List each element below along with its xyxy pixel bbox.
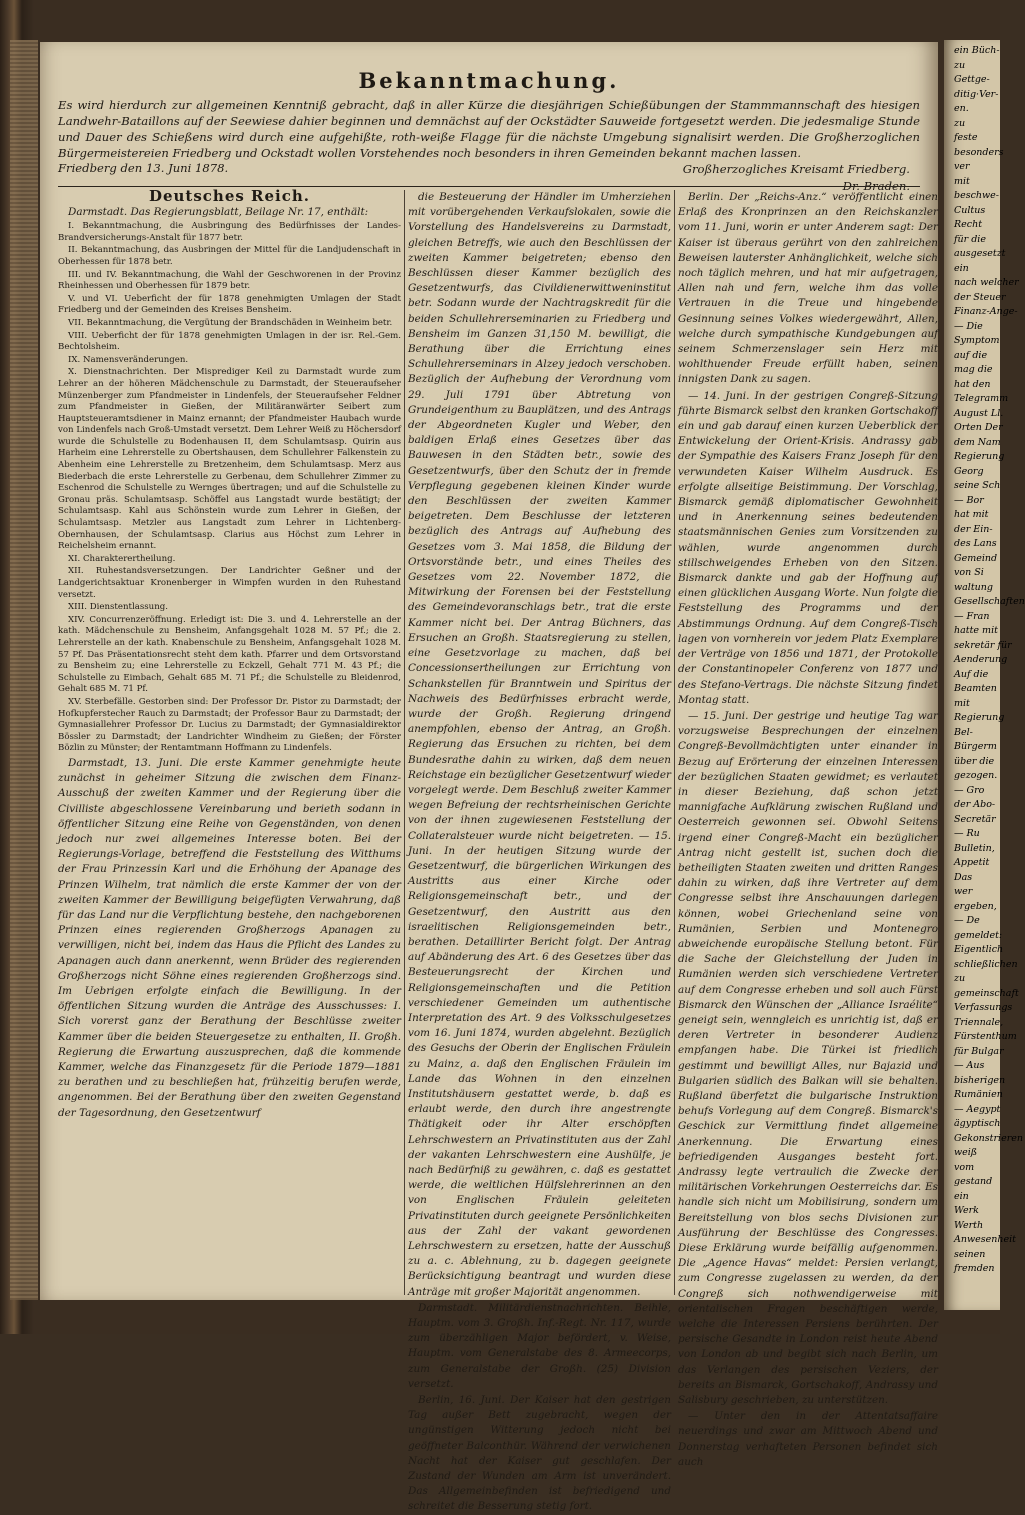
column1-intro: Darmstadt. Das Regierungsblatt, Beilage Nr. 17, enthält:: [68, 206, 369, 218]
adjacent-page-fragment: über die: [954, 755, 995, 767]
adjacent-page-fragment: — Bor: [954, 494, 984, 506]
adjacent-page-fragment: ver: [954, 161, 970, 172]
adjacent-page-fragment: der Steuer: [954, 291, 1006, 303]
gazette-item: XII. Ruhestandsversetzungen. Der Landrichter Geßner und der Landgerichtsaktuar Kronenberger in Wimpfen wurden in den Ruhestand versetzt.: [58, 566, 401, 600]
gazette-item: II. Bekanntmachung, das Ausbringen der Mittel für die Landjudenschaft in Oberhessen für 1878 betr.: [58, 245, 401, 267]
adjacent-page-fragment: en.: [954, 103, 969, 114]
adjacent-page-fragment: der Abo-: [954, 799, 996, 810]
adjacent-page-fragment: ergeben,: [954, 900, 997, 912]
adjacent-page-fragment: für die: [954, 233, 986, 245]
adjacent-page-fragment: ein: [954, 1190, 969, 1202]
column3-article: — 15. Juni. Der gestrige und heutige Tag war vorzugsweise Besprechungen der einzelnen Congreß-Bevollmächtigten unter einander in Bezug auf Erörterung der einzelnen Interessen der bezüglichen Staaten gewidmet; es verlautet in dieser Beziehung, daß schon jetzt mannigfache Aufklärung zwischen Rußland und Oesterreich gewonnen sei. Obwohl Seitens irgend einer Congreß-Macht ein bezüglicher Antrag nicht gestellt ist, suchen doch die betheiligten Staaten zweiten und dritten Ranges dahin zu wirken, daß ihre Vertreter auf dem Congresse selbst ihre Anschauungen darlegen können, wobei Griechenland seine von Rumänien, Serbien und Montenegro abweichende europäische Stellung betont. Für die Sache der Gleichstellung der Juden in Rumänien werden sich verschiedene Vertreter auf dem Congresse erheben und soll auch Fürst Bismarck den Wünschen der „Alliance Israélite“ geneigt sein, wenngleich es unrichtig ist, daß er deren Vertreter in besonderer Audienz empfangen habe. Die Türkei ist friedlich gestimmt und bewilligt Alles, nur Bajazid und Bulgarien südlich des Balkan will sie behalten. Rußland überfetzt die bulgarische Instruktion behufs Vorlegung auf dem Congreß. Bismarck's Geschick zur Vermittlung findet allgemeine Anerkennung. Die Erwartung eines befriedigenden Ausganges besteht fort. Andrassy legte vertraulich die Zwecke der militärischen Vorkehrungen Oesterreichs dar. Es handle sich nicht um Mobilisirung, sondern um Bereitstellung von blos sechs Divisionen zur Ausführung der Beschlüsse des Congresses. Diese Erklärung wurde beifällig aufgenommen. Die „Agence Havas“ meldet: Persien verlangt, zum Congresse zugelassen zu werden, da der Congreß sich nothwendigerweise mit orientalischen Fragen beschäftigen werde, welche die Interessen Persiens berührten. Der persische Gesandte in London reist heute Abend von London ab und begibt sich nach Berlin, um das Verlangen des persischen Veziers, der bereits an Bismarck, Gortschakoff, Andrassy und Salisbury geschrieben, zu unterstützen.: [678, 709, 938, 1407]
adjacent-page-fragment: sekretär für: [954, 639, 1012, 651]
adjacent-page-fragments: [944, 40, 1025, 1277]
adjacent-page-fragment: von Si: [954, 567, 984, 578]
adjacent-page-fragment: gezogen.: [954, 770, 998, 781]
adjacent-page-edge: [944, 40, 1025, 1310]
adjacent-page-fragment: nach welcher: [954, 277, 1019, 288]
gazette-item: XIV. Concurrenzeröffnung. Erledigt ist: Die 3. und 4. Lehrerstelle an der kath. Mädchenschule zu Bensheim, Anfangsgehalt 1028 M. 57 Pf.; die 2. Lehrerstelle an der kath. Knabenschule zu Bensheim, Anfangsgehalt 1028 M. 57 Pf. Das Präsentationsrecht steht dem kath. Pfarrer und dem Ortsvorstand zu Bensheim zu; eine Lehrerstelle zu Eckzell, Gehalt 771 M. 43 Pf.; die Schulstelle zu Eimbach, Gehalt 685 M. 71 Pf.; die Schulstelle zu Bleidenrod, Gehalt 685 M. 71 Pf.: [58, 614, 401, 695]
column-3: [678, 190, 938, 1468]
gazette-item: X. Dienstnachrichten. Der Misprediger Keil zu Darmstadt wurde zum Lehrer an der höheren Mädchenschule zu Darmstadt, der Steueraufseher Münzenberger zum Pfandmeister in Lindenfels, der Steueraufseher Feldner zum Pfandmeister in Gießen, der Militäranwärter Seibert zum Hauptsteueramtsdiener in Mainz ernannt; der Pfandmeister Haubach wurde von Lindenfels nach Groß-Umstadt versetzt. Dem Lehrer Weiß zu Höchersdorf wurde die Schulstelle zu Bodenhausen II, dem Schulamtsasp. Quirin aus Harheim eine Lehrerstelle zu Obertshausen, dem Schullehrer Falkenstein zu Abenheim eine Lehrerstelle zu Bretzenheim, dem Schulamtsasp. Merz aus Biederbach die erste Lehrerstelle zu Gerbenau, dem Schullehrer Zimmer zu Eschenrod die Schulstelle zu Wernges übertragen; und auf die Schulstelle zu Gronau präs. Schulamtsasp. Schöffel aus Langstadt wurde bestätigt; der Schulamtsasp. Kahl aus Schönstein wurde zum Lehrer in Gießen, der Schulamtsasp. Metzler aus Langstadt zum Lehrer in Lichtenberg-Obernhausen, der Schulamtsasp. Clarius aus Höchst zum Lehrer in Reichelsheim ernannt.: [58, 367, 401, 552]
adjacent-page-fragment: mit: [954, 697, 970, 709]
adjacent-page-fragment: waltung: [954, 581, 993, 593]
column-rule: [404, 190, 405, 1295]
adjacent-page-fragment: gestand: [954, 1176, 993, 1187]
adjacent-page-fragment: Finanz-Ange-: [954, 306, 1018, 317]
adjacent-page-fragment: Gettge-: [954, 74, 990, 85]
adjacent-page-fragment: Secretär: [954, 813, 996, 825]
announcement-title: Bekanntmachung.: [358, 68, 620, 93]
column-rule: [674, 190, 675, 1295]
section-heading: Deutsches Reich.: [148, 187, 311, 205]
adjacent-page-fragment: zu: [954, 117, 966, 129]
adjacent-page-fragment: Bürgerm: [954, 741, 997, 752]
adjacent-page-fragment: dem Nam: [954, 436, 1001, 448]
adjacent-page-fragment: gemeldet:: [954, 929, 1003, 941]
adjacent-page-fragment: hatte mit: [954, 625, 998, 636]
adjacent-page-fragment: mag die: [954, 364, 993, 375]
adjacent-page-fragment: Beamten: [954, 683, 997, 694]
adjacent-page-fragment: zu: [954, 973, 966, 984]
gazette-item: VII. Bekanntmachung, die Vergütung der Brandschäden in Weinheim betr.: [68, 317, 393, 328]
adjacent-page-fragment: Appetit: [954, 857, 990, 868]
adjacent-page-fragment: — Aegypt: [954, 1103, 1001, 1115]
column2-article: die Besteuerung der Händler im Umherziehen mit vorübergehenden Verkaufslokalen, sowie die Vorstellung des Handelsvereins zu Darmstadt, gleichen Betreffs, wie auch den Beschlüssen der zweiten Kammer beigetreten; ebenso den Beschlüssen dieser Kammer bezüglich des Gesetzentwurfs, das Civildienerwittweninstitut betr. Sodann wurde der Nachtragskredit für die beiden Schullehrerseminarien zu Friedberg und Bensheim im Ganzen 31,150 M. bewilligt, die Berathung über die Errichtung eines Schullehrerseminars in Alzey jedoch verschoben. Bezüglich der Aufhebung der Verordnung vom 29. Juli 1791 über Abtretung von Grundeigenthum zu Bauplätzen, und des Antrags der Abgeordneten Kugler und Weber, den baldigen Erlaß eines Gesetzes über das Bauwesen in den Städten betr., sowie des Gesetzentwurfs, über den Schutz der in fremde Verpflegung gegebenen kleinen Kinder wurde den Beschlüssen der zweiten Kammer beigetreten. Dem Beschlusse der letzteren bezüglich des Antrags auf Aufhebung des Gesetzes vom 3. Mai 1858, die Bildung der Ortsvorstände betr., und eines Theiles des Gesetzes vom 22. November 1872, die Mitwirkung der Forensen bei der Feststellung des Gemeindevoranschlags betr., trat die erste Kammer nicht bei. Der Antrag Büchners, das Ersuchen an Großh. Staatsregierung zu stellen, eine Gesetzvorlage zu machen, daß bei Concessionsertheilungen zur Errichtung von Schankstellen für Branntwein und Spiritus der Nachweis des Bedürfnisses erbracht werde, wurde der Großh. Regierung dringend anempfohlen, ebenso der Antrag, an Großh. Regierung das Ersuchen zu richten, bei dem Bundesrathe dahin zu wirken, daß dem neuen Reichstage ein bezüglicher Gesetzentwurf wieder vorgelegt werde. Dem Beschluß zweiter Kammer wegen Befreiung der rechtsrheinischen Gerichte von der ihnen zugewiesenen Feststellung der Collateralsteuer wurde nicht beigetreten. — 15. Juni. In der heutigen Sitzung wurde der Gesetzentwurf, die bürgerlichen Wirkungen des Austritts aus einer Kirche oder Religionsgemeinschaft betr., und der Gesetzentwurf, den Austritt aus den israelitischen Religionsgemeinden betr., berathen. Detaillirter Bericht folgt. Der Antrag auf Abänderung des Art. 6 des Gesetzes über das Besteuerungsrecht der Kirchen und Religionsgemeinschaften und die Petition verschiedener Gemeinden um authentische Interpretation des Art. 9 des Volksschulgesetzes vom 16. Juni 1874, wurden abgelehnt. Bezüglich des Gesuchs der Oberin der Englischen Fräulein zu Mainz, a. daß den Englischen Fräulein im Lande das Wohnen in den einzelnen Institutshäusern gestattet werde, b. daß es erlaubt werde, den durch ihre angestrengte Thätigkeit oder ihr Alter erschöpften Lehrschwestern an Privatinstituten aus der Zahl der vakanten Lehrschwestern eine Aushülfe, je nach Bedürfniß zu gewähren, c. daß es gestattet werde, die weltlichen Hülfslehrerinnen an den von Englischen Fräulein geleiteten Privatinstituten durch geeignete Persönlichkeiten aus der Zahl der vakant gewordenen Lehrschwestern zu ersetzen, hatte der Ausschuß zu a. c. Ablehnung, zu b. dagegen geeignete Berücksichtigung beantragt und wurden diese Anträge mit großer Majorität angenommen.: [408, 191, 671, 1298]
adjacent-page-fragment: ausgesetzt: [954, 248, 1006, 259]
adjacent-page-fragment: Cultus: [954, 204, 986, 216]
adjacent-page-fragment: ägyptisch: [954, 1118, 1001, 1129]
announcement-text: Es wird hierdurch zur allgemeinen Kenntniß gebracht, daß in aller Kürze die diesjährigen Schießübungen der Stammmannschaft des hiesigen Landwehr-Bataillons auf der Seewiese dahier beginnen und demnächst auf der Ockstädter Sauweide fortgesetzt werden. Die jedesmalige Stunde und Dauer des Schießens wird durch eine aufgehißte, roth-weiße Flagge für die nächste Umgebung signalisirt werden. Die Großherzoglichen Bürgermeistereien Friedberg und Ockstadt wollen Vorstehendes noch besonders in ihren Gemeinden bekannt machen lassen.: [58, 98, 920, 160]
announcement-block: [58, 68, 920, 195]
adjacent-page-fragment: fremden: [954, 1263, 995, 1274]
gazette-item: IX. Namensveränderungen.: [68, 354, 189, 365]
adjacent-page-fragment: Gekonstrieren: [954, 1132, 1023, 1144]
announcement-signature: Dr. Braden.: [842, 179, 910, 193]
adjacent-page-fragment: Gemeind: [954, 552, 998, 564]
adjacent-page-fragment: Auf die: [954, 668, 989, 680]
gazette-item: III. und IV. Bekanntmachung, die Wahl der Geschworenen in der Provinz Rheinhessen und Oberhessen für 1879 betr.: [58, 269, 401, 292]
adjacent-page-fragment: ein Büch-: [954, 45, 1000, 56]
adjacent-page-fragment: Eigentlich: [954, 944, 1004, 955]
column3-article: — 14. Juni. In der gestrigen Congreß-Sitzung führte Bismarck selbst den kranken Gortschakoff ein und gab darauf einen kurzen Ueberblick der Entwickelung der Orient-Krisis. Andrassy gab der Sympathie des Kaisers Franz Joseph für den verwundeten Kaiser Wilhelm Ausdruck. Es erfolgte allseitige Beistimmung. Der Vorschlag, Bismarck gemäß diplomatischer Gewohnheit und in Anerkennung seines bedeutenden staatsmännischen Genies zum Vorsitzenden zu wählen, wurde angenommen durch stillschweigendes Erheben von den Sitzen. Bismarck dankte und gab der Hoffnung auf einen glücklichen Ausgang Worte. Nun folgte die Feststellung des Programms und der Abstimmungs Ordnung. Auf dem Congreß-Tisch lagen von vornherein vor jedem Platz Exemplare der Verträge von 1856 und 1871, der Protokolle der Constantinopeler Conferenz von 1877 und des Stefano-Vertrags. Die nächste Sitzung findet Montag statt.: [678, 389, 938, 706]
adjacent-page-fragment: Verfassungs: [954, 1002, 1013, 1013]
newspaper-page: [40, 42, 938, 1513]
adjacent-page-fragment: Telegramm: [954, 393, 1009, 404]
adjacent-page-fragment: auf die: [954, 349, 988, 361]
adjacent-page-fragment: — De: [954, 915, 980, 926]
adjacent-page-fragment: ein: [954, 262, 969, 274]
adjacent-page-fragment: Gesellschaften: [954, 596, 1025, 607]
adjacent-page-fragment: Recht: [954, 219, 983, 230]
adjacent-page-fragment: hat mit: [954, 509, 989, 520]
adjacent-page-fragment: weiß: [954, 1147, 978, 1158]
gazette-item: XI. Charakterertheilung.: [68, 553, 176, 564]
adjacent-page-fragment: Regierung: [954, 451, 1005, 462]
adjacent-page-fragment: für Bulgar: [954, 1045, 1004, 1057]
gazette-item: XIII. Dienstentlassung.: [68, 602, 168, 613]
column3-article: Berlin. Der „Reichs-Anz.“ veröffentlicht einen Erlaß des Kronprinzen an den Reichskanzler vom 11. Juni, worin er unter Anderem sagt: Der Kaiser ist überaus gerührt von den zahlreichen Beweisen lauterster Anhänglichkeit, welche sich noch täglich mehren, und hat mir aufgetragen, Allen nah und fern, welche ihm das volle Vertrauen in die Treue und hingebende Gesinnung seines Volkes wiedergewährt, Allen, welche durch sympathische Kundgebungen auf seinem Schmerzenslager sein Herz mit wohlthuender Freude erfüllt haben, seinen innigsten Dank zu sagen.: [678, 191, 938, 386]
gazette-item: VIII. Ueberficht der für 1878 genehmigten Umlagen in der isr. Rel.-Gem. Bechtolsheim.: [58, 330, 401, 353]
adjacent-page-fragment: Triennale,: [954, 1016, 1004, 1028]
column3-article: — Unter den in der Attentatsaffaire neuerdings und zwar am Mittwoch Abend und Donnerstag verhafteten Personen befindet sich auch: [678, 1410, 938, 1468]
adjacent-page-fragment: beschwe-: [954, 190, 999, 201]
adjacent-page-fragment: besonders: [954, 146, 1004, 158]
adjacent-page-fragment: Anwesenheit: [954, 1234, 1016, 1245]
announcement-place-date: Friedberg den 13. Juni 1878.: [58, 161, 229, 175]
adjacent-page-fragment: — Aus: [954, 1060, 985, 1071]
adjacent-page-fragment: schließlichen: [954, 958, 1018, 970]
gazette-item: XV. Sterbefälle. Gestorben sind: Der Professor Dr. Pistor zu Darmstadt; der Hofkupferstecher Rauch zu Darmstadt; der Professor Baur zu Darmstadt; der Gymnasiallehrer Professor Dr. Lucius zu Darmstadt; der Gymnasialdirektor Bössler zu Darmstadt; der Landrichter Windheim zu Gießen; der Förster Bözlin zu Münster; der Rentamtmann Hoffmann zu Lindenfels.: [58, 696, 401, 754]
column-1: [58, 187, 401, 1300]
adjacent-page-fragment: Fürstenthum: [954, 1031, 1017, 1042]
adjacent-page-fragment: August Ll.: [954, 407, 1004, 419]
adjacent-page-fragment: — Ru: [954, 828, 980, 839]
adjacent-page-fragment: feste: [954, 132, 978, 143]
adjacent-page-fragment: ditig·Ver-: [954, 88, 999, 100]
adjacent-page-fragment: mit: [954, 175, 970, 187]
adjacent-page-fragment: Orten Der: [954, 422, 1003, 433]
adjacent-page-fragment: vom: [954, 1161, 975, 1173]
adjacent-page-fragment: Aenderung: [954, 654, 1008, 665]
book-spine: [10, 40, 38, 1300]
adjacent-page-fragment: Rumänien: [954, 1089, 1003, 1100]
adjacent-page-fragment: Bulletin,: [954, 842, 995, 854]
adjacent-page-fragment: hat den: [954, 378, 991, 390]
adjacent-page-fragment: der Ein-: [954, 523, 993, 535]
adjacent-page-fragment: gemeinschaft: [954, 987, 1019, 999]
adjacent-page-fragment: Regierung: [954, 712, 1005, 723]
adjacent-page-fragment: — Fran: [954, 610, 990, 622]
adjacent-page-fragment: des Lans: [954, 538, 997, 549]
adjacent-page-fragment: bisherigen: [954, 1074, 1006, 1086]
announcement-authority: Großherzogliches Kreisamt Friedberg.: [682, 162, 910, 176]
gazette-item: I. Bekanntmachung, die Ausbringung des Bedürfnisses der Landes-Brandversicherungs-Anstalt für 1877 betr.: [58, 221, 401, 243]
adjacent-page-fragment: Werk: [954, 1205, 979, 1216]
column-2: [408, 190, 671, 1513]
adjacent-page-fragment: wer: [954, 886, 973, 897]
adjacent-page-fragment: Werth: [954, 1219, 984, 1231]
adjacent-page-fragment: — Gro: [954, 784, 985, 796]
adjacent-page-fragment: Symptom: [954, 335, 1000, 346]
adjacent-page-fragment: seinen: [954, 1248, 986, 1260]
adjacent-page-fragment: Das: [954, 871, 973, 883]
column1-report: Darmstadt, 13. Juni. Die erste Kammer genehmigte heute zunächst in geheimer Sitzung die zwischen dem Finanz-Ausschuß der zweiten Kammer und der Regierung über die Civilliste abgeschlossene Vereinbarung und berieth sodann in öffentlicher Sitzung eine Reihe von Gegenständen, von denen jedoch nur zwei allgemeines Interesse boten. Bei der Regierungs-Vorlage, betreffend die Feststellung des Witthums der Frau Prinzessin Karl und die Erhöhung der Apanage des Prinzen Wilhelm, trat nämlich die erste Kammer der von der zweiten Kammer der Bewilligung beigefügten Verwahrung, daß für das Land nur die Verpflichtung bestehe, den nachgeborenen Prinzen eines regierenden Großherzogs Apanagen zu verwilligen, nicht bei, indem das Haus die Pflicht des Landes zu Apanagen auch dann anerkennt, wenn Brüder des regierenden Großherzogs nicht Söhne eines regierenden Großherzogs sind. Im Uebrigen erfolgte einfach die Bewilligung. In der öffentlichen Sitzung wurden die Anträge des Ausschusses: I. Sich vorerst ganz der Berathung der Beschlüsse zweiter Kammer über die beiden Steuergesetze zu enthalten, II. Großh. Regierung die Erwartung auszusprechen, daß die kommende Kammer, welche das Finanzgesetz für die Periode 1879—1881 zu berathen und zu beschließen hat, frühzeitig berufen werde, angenommen. Bei der Berathung über den zweiten Gegenstand der Tagesordnung, den Gesetzentwurf: [58, 756, 401, 1119]
column2-article: Berlin, 16. Juni. Der Kaiser hat den gestrigen Tag außer Bett zugebracht, wegen der ungünstigen Witterung jedoch nicht bei geöffneter Balconthür. Während der verwichenen Nacht hat der Kaiser gut geschlafen. Der Zustand der Wunden am Arm ist unverändert. Das Allgemeinbefinden ist befriedigend und schreitet die Besserung stetig fort.: [408, 1394, 671, 1513]
adjacent-page-fragment: — Die: [954, 320, 983, 332]
gazette-item: V. und VI. Ueberficht der für 1878 genehmigten Umlagen der Stadt Friedberg und der Gemeinden des Kreises Bensheim.: [58, 293, 401, 316]
adjacent-page-fragment: seine Sch: [954, 480, 1001, 491]
adjacent-page-fragment: Georg: [954, 465, 984, 477]
adjacent-page-fragment: Bel-: [954, 726, 973, 738]
adjacent-page-fragment: zu: [954, 59, 966, 71]
column2-article: Darmstadt. Militärdienstnachrichten. Beihle, Hauptm. vom 3. Großh. Inf.-Regt. Nr. 117, wurde zum überzähligen Major befördert, v. Weise, Hauptm. vom Generalstabe des 8. Armeecorps, zum Generalstabe der Großh. (25) Division versetzt.: [408, 1301, 671, 1390]
